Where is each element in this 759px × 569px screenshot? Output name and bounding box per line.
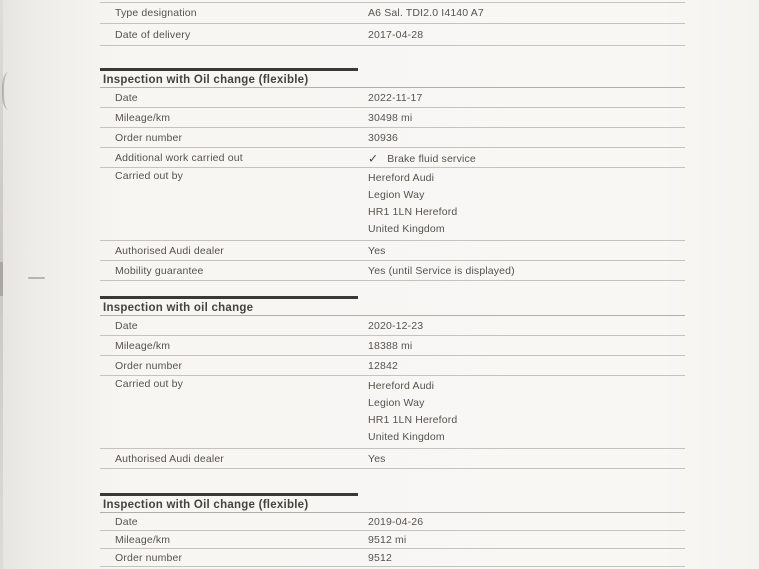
- scan-margin-dash-mark: [28, 277, 45, 279]
- field-value: [368, 265, 685, 277]
- field-value-text: 18388 mi: [368, 339, 413, 352]
- check-icon: ✓: [368, 151, 379, 165]
- field-value-text: Yes (until Service is displayed): [368, 264, 515, 277]
- field-value: [368, 245, 685, 257]
- field-value-text: 2022-11-17: [368, 91, 423, 104]
- table-row: [100, 241, 685, 261]
- field-label: Additional work carried out: [115, 151, 243, 164]
- document-content: [100, 0, 685, 567]
- field-value-text: Brake fluid service: [387, 152, 476, 165]
- field-value: [368, 516, 685, 528]
- table-row: [100, 376, 685, 449]
- field-value: [368, 132, 685, 144]
- table-row: [100, 336, 685, 356]
- field-value: [368, 340, 685, 352]
- field-value-text: 2019-04-26: [368, 515, 424, 528]
- field-label: Date: [115, 91, 138, 104]
- table-row: [100, 531, 685, 549]
- field-value: [368, 320, 685, 332]
- field-label: Date of delivery: [115, 28, 191, 41]
- table-row: [100, 356, 685, 376]
- address-line: HR1 1LN Hereford: [368, 206, 458, 218]
- field-label: Mileage/km: [115, 533, 171, 546]
- field-value: [368, 170, 685, 238]
- table-row: [100, 148, 685, 168]
- field-value: [368, 7, 685, 19]
- table-row: [100, 513, 685, 531]
- field-label: Mileage/km: [115, 111, 171, 124]
- field-value: [368, 453, 685, 465]
- field-value-text: 9512 mi: [368, 533, 407, 546]
- vehicle-info-table: [100, 2, 685, 46]
- table-row: [100, 108, 685, 128]
- field-label: Carried out by: [115, 170, 184, 182]
- field-value: [368, 112, 685, 124]
- field-label: Mobility guarantee: [115, 264, 204, 277]
- inspection-section: [100, 493, 685, 567]
- field-value-text: 9512: [368, 551, 392, 564]
- table-row: [100, 168, 685, 241]
- field-value-text: 30936: [368, 131, 398, 144]
- field-value-text: 12842: [368, 359, 398, 372]
- address-line: Hereford Audi: [368, 380, 435, 392]
- field-value-text: A6 Sal. TDI2.0 I4140 A7: [368, 7, 484, 19]
- field-value-text: 2020-12-23: [368, 319, 424, 332]
- field-label: Date: [115, 319, 138, 332]
- field-value: [368, 552, 685, 564]
- address-line: HR1 1LN Hereford: [368, 414, 458, 426]
- inspection-section: [100, 68, 685, 281]
- address-line: United Kingdom: [368, 223, 445, 235]
- inspection-section: [100, 296, 685, 469]
- address-line: Legion Way: [368, 397, 425, 409]
- field-value-text: Yes: [368, 452, 386, 465]
- field-value: [368, 360, 685, 372]
- table-row: [100, 316, 685, 336]
- field-label: Authorised Audi dealer: [115, 452, 224, 465]
- field-value: [368, 378, 685, 446]
- section-title: Inspection with oil change: [100, 299, 685, 316]
- field-label: Order number: [115, 551, 183, 564]
- field-value-text: 30498 mi: [368, 111, 413, 124]
- field-value: [368, 151, 685, 165]
- field-value: [368, 534, 685, 546]
- table-row: [100, 128, 685, 148]
- field-label: Carried out by: [115, 378, 184, 390]
- address-line: Hereford Audi: [368, 172, 435, 184]
- table-row: [100, 549, 685, 567]
- address-line: Legion Way: [368, 189, 425, 201]
- address-line: United Kingdom: [368, 431, 445, 443]
- table-row: [100, 88, 685, 108]
- table-row: [100, 2, 685, 24]
- table-row: [100, 261, 685, 281]
- field-label: Order number: [115, 359, 183, 372]
- table-row: [100, 24, 685, 46]
- field-value-text: Yes: [368, 244, 386, 257]
- field-label: Type designation: [115, 7, 197, 19]
- field-label: Authorised Audi dealer: [115, 244, 224, 257]
- field-value-text: 2017-04-28: [368, 28, 424, 41]
- field-label: Order number: [115, 131, 183, 144]
- field-label: Date: [115, 515, 138, 528]
- section-title: Inspection with Oil change (flexible): [100, 496, 685, 513]
- scan-corner-curve-mark: [2, 72, 15, 110]
- field-label: Mileage/km: [115, 339, 171, 352]
- table-row: [100, 449, 685, 469]
- section-title: Inspection with Oil change (flexible): [100, 71, 685, 88]
- field-value: [368, 92, 685, 104]
- field-value: [368, 29, 685, 41]
- scan-edge-smudge: [0, 262, 3, 296]
